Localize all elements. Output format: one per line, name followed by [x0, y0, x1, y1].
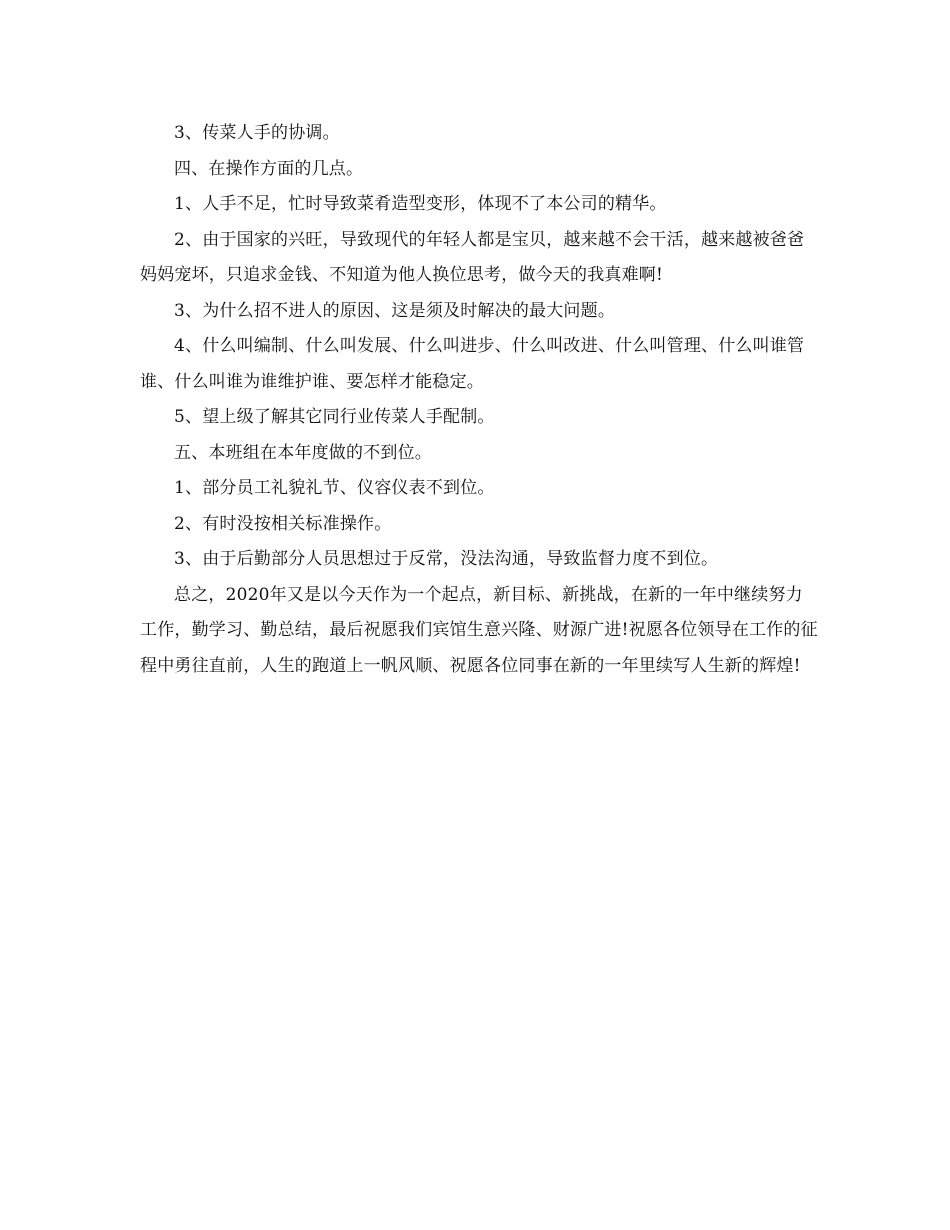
paragraph-3: 1、人手不足，忙时导致菜肴造型变形，体现不了本公司的精华。: [174, 194, 667, 214]
paragraph-7: 5、望上级了解其它同行业传菜人手配制。: [174, 407, 495, 427]
paragraph-1: 3、传菜人手的协调。: [174, 123, 340, 143]
paragraph-8: 五、本班组在本年度做的不到位。: [174, 442, 432, 463]
paragraph-2: 四、在操作方面的几点。: [174, 158, 364, 179]
paragraph-11: 3、由于后勤部分人员思想过于反常，没法沟通，导致监督力度不到位。: [174, 549, 719, 569]
paragraph-4: 2、由于国家的兴旺，导致现代的年轻人都是宝贝，越来越不会干活，越来越被爸爸妈妈宠坏，只追求金钱、不知道为他人换位思考，做今天的我真难啊!: [140, 229, 805, 285]
paragraph-10: 2、有时没按相关标准操作。: [174, 513, 392, 534]
paragraph-12: 总之，2020年又是以今天作为一个起点，新目标、新挑战，在新的一年中继续努力工作，勤学习、勤总结，最后祝愿我们宾馆生意兴隆、财源广进!祝愿各位领导在工作的征程中勇往直前，人生的跑道上一帆风顺、祝愿各位同事在新的一年里续写人生新的辉煌!: [140, 584, 818, 676]
document-body: [140, 116, 820, 684]
paragraph-6: 4、什么叫编制、什么叫发展、什么叫进步、什么叫改进、什么叫管理、什么叫谁管谁、什么叫谁为谁维护谁、要怎样才能稳定。: [140, 336, 805, 392]
paragraph-5: 3、为什么招不进人的原因、这是须及时解决的最大问题。: [174, 300, 616, 321]
paragraph-9: 1、部分员工礼貌礼节、仪容仪表不到位。: [174, 478, 495, 498]
